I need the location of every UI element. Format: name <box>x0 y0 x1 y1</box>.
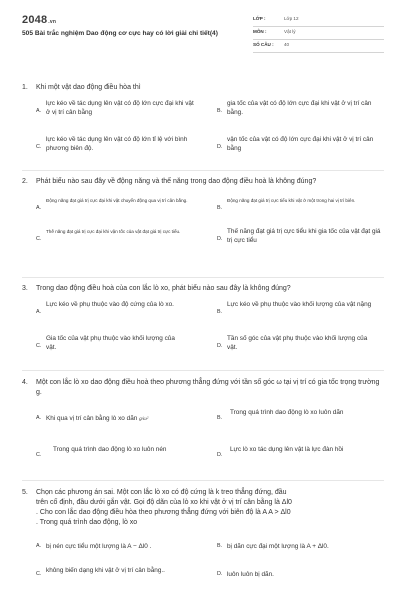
option-text: Trong quá trình dao động lò xo luôn nén <box>53 446 167 453</box>
option-text: Lực lò xo tác dụng lên vật là lực đàn hồi <box>230 446 344 453</box>
option-letter: B. <box>217 415 223 421</box>
formula-g-over-omega2: g/ω² <box>139 416 149 422</box>
document-title: 505 Bài trắc nghiệm Dao động cơ cực hay có lời giải chi tiết(4) <box>22 30 218 37</box>
option-letter: C. <box>36 343 42 349</box>
option-letter: C. <box>36 236 42 242</box>
question-number: 3. <box>22 285 28 292</box>
option-letter: D. <box>217 571 223 577</box>
question-stem-line: Chọn các phương án sai. Một con lắc lò xo có độ cứng là k treo thẳng đứng, đầu <box>36 489 287 496</box>
question-divider <box>22 170 384 171</box>
question-1 <box>22 83 384 152</box>
question-text <box>22 488 384 528</box>
option-text: Động năng đạt giá trị cực tiểu khi vật ở một trong hai vị trí biên. <box>227 198 356 203</box>
option-letter: C. <box>36 571 42 577</box>
option-text: Động năng đạt giá trị cực đại khi vật chuyển động qua vị trí cân bằng. <box>46 198 188 203</box>
logo-suffix: .vn <box>48 19 57 25</box>
option-text: luôn luôn bị dãn. <box>227 571 274 578</box>
question-text <box>22 83 384 93</box>
option-letter: D. <box>217 236 223 242</box>
question-text <box>22 284 384 294</box>
option-letter: A. <box>36 205 42 211</box>
question-stem: Một con lắc lò xo dao động điều hoà theo phương thẳng đứng với tần số góc ω tại vị trí có gia tốc trọng trường g. <box>36 379 380 396</box>
option-letter: B. <box>217 205 223 211</box>
option-text: Gia tốc của vật phụ thuộc vào khối lượng của vật. <box>46 335 175 351</box>
meta-value: Vật lý <box>284 29 296 34</box>
meta-row-subject <box>253 27 384 40</box>
option-text: bị nén cực tiểu một lượng là A − Δl0 . <box>46 543 152 550</box>
option-letter: A. <box>36 415 42 421</box>
question-stem: Khi một vật dao động điều hòa thì <box>36 84 141 91</box>
question-number: 2. <box>22 178 28 185</box>
question-stem: Trong dao động điều hoà của con lắc lò xo, phát biểu nào sau đây là không đúng? <box>36 285 291 292</box>
question-number: 1. <box>22 84 28 91</box>
site-logo[interactable] <box>22 14 56 26</box>
question-stem-line: . Cho con lắc dao động điều hòa theo phương thẳng đứng với biên độ là A A > Δl0 <box>36 509 291 516</box>
document-meta <box>253 14 384 53</box>
question-divider <box>22 480 384 481</box>
option-letter: A. <box>36 108 42 114</box>
option-text: Thế năng đạt giá trị cực đại khi vận tốc của vật đạt giá trị cực tiểu. <box>46 229 181 234</box>
option-text: gia tốc của vật có độ lớn cực đại khi vật ở vị trí cân bằng. <box>227 100 372 116</box>
meta-value: 40 <box>284 42 290 47</box>
question-number: 4. <box>22 379 28 386</box>
question-2 <box>22 177 384 244</box>
question-3 <box>22 284 384 351</box>
option-letter: D. <box>217 343 223 349</box>
question-divider <box>22 277 384 278</box>
meta-label: MÔN : <box>253 29 267 34</box>
option-text: không biến dạng khi vật ở vị trí cân bằng.. <box>46 567 165 574</box>
meta-row-class <box>253 14 384 27</box>
option-text: bị dãn cực đại một lượng là A + Δl0. <box>227 543 329 550</box>
option-letter: C. <box>36 144 42 150</box>
meta-label: LỚP : <box>253 16 266 21</box>
question-number: 5. <box>22 489 28 496</box>
logo-text: 2048 <box>22 14 48 26</box>
option-letter: C. <box>36 452 42 458</box>
option-text <box>46 414 216 424</box>
option-letter: A. <box>36 309 42 315</box>
option-letter: A. <box>36 543 42 549</box>
question-stem-line: trên cố định, đầu dưới gắn vật. Gọi độ dãn của lò xo khi vật ở vị trí cân bằng là Δl0 <box>36 499 292 506</box>
option-text: vận tốc của vật có độ lớn cực đại khi vật ở vị trí cân bằng <box>227 136 374 152</box>
question-stem: Phát biểu nào sau đây về động năng và thế năng trong dao động điều hoà là không đúng? <box>36 178 317 185</box>
question-divider <box>22 370 384 371</box>
option-letter: B. <box>217 309 223 315</box>
meta-value: Lớp 12 <box>284 16 299 21</box>
option-text-main: Khi qua vị trí cân bằng lò xo dãn <box>46 415 138 422</box>
question-stem-line: . Trong quá trình dao động, lò xo <box>36 519 138 526</box>
question-text <box>22 378 384 398</box>
meta-row-count <box>253 40 384 53</box>
option-text: lực kéo về tác dụng lên vật có độ lớn cực đại khi vật ở vị trí cân bằng <box>46 100 194 116</box>
option-letter: B. <box>217 108 223 114</box>
question-5 <box>22 488 384 578</box>
option-text: Tần số góc của vật phụ thuộc vào khối lượng của vật. <box>227 335 368 351</box>
option-text: Thế năng đạt giá trị cực tiểu khi gia tốc của vật đạt giá trị cực tiểu <box>227 228 381 244</box>
option-text: lực kéo về tác dụng lên vật có độ lớn tỉ lệ với bình phương biên độ. <box>46 136 188 152</box>
option-letter: D. <box>217 144 223 150</box>
document-header <box>22 14 384 62</box>
option-text: Lực kéo về phụ thuộc vào độ cứng của lò xo. <box>46 301 174 308</box>
meta-label: SỐ CÂU : <box>253 42 274 47</box>
question-4 <box>22 378 384 458</box>
option-letter: B. <box>217 543 223 549</box>
option-text: Lực kéo về phụ thuộc vào khối lượng của vật nặng <box>227 301 372 308</box>
question-text <box>22 177 384 187</box>
option-text: Trong quá trình dao động lò xo luôn dãn <box>230 409 344 416</box>
option-letter: D. <box>217 452 223 458</box>
